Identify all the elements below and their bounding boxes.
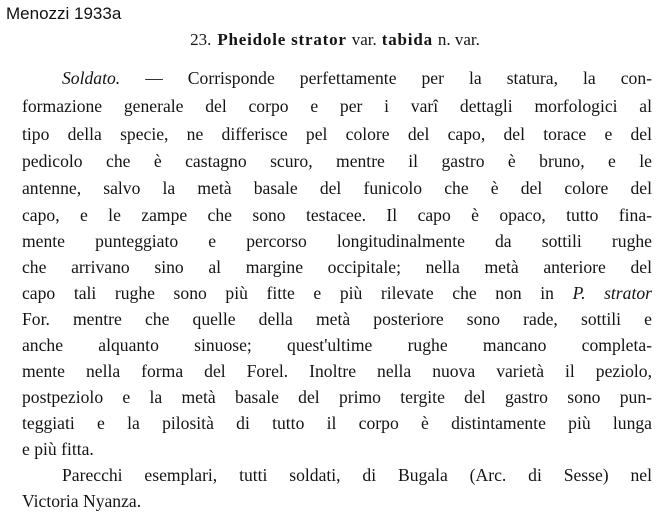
text-line: capo, e le zampe che sono testacee. Il capo è opaco, tutto fina-	[22, 205, 652, 225]
text-segment: capo tali rughe sono più fitte e più rilevate che non in	[22, 283, 554, 303]
text-line: pedicolo che è castagno scuro, mentre il gastro è bruno, e le	[22, 151, 652, 171]
text-line: Parecchi esemplari, tutti soldati, di Bugala (Arc. di Sesse) nel	[62, 465, 652, 485]
text-line	[22, 281, 652, 305]
variety-abbreviation: var.	[351, 30, 377, 49]
text-line: formazione generale del corpo e per i varî dettagli morfologici al	[22, 96, 652, 116]
text-segment: — Corrisponde perfettamente per la statura, la con-	[120, 68, 652, 88]
text-line: tipo della specie, ne differisce pel colore del capo, del torace e del	[22, 124, 652, 144]
source-label: Menozzi 1933a	[6, 4, 122, 23]
text-line: postpeziolo e la metà basale del primo tergite del gastro sono pun-	[22, 387, 652, 407]
species-heading	[0, 30, 670, 50]
caste-label: Soldato.	[62, 68, 121, 88]
variety-name: tabida	[381, 30, 433, 49]
species-number: 23.	[190, 30, 212, 49]
text-line: anche alquanto sinuose; quest'ultime rughe mancano completa-	[22, 335, 652, 355]
text-line: che arrivano sino al margine occipitale; nella metà anteriore del	[22, 257, 652, 277]
text-line	[22, 66, 652, 90]
species-reference: P. strator	[572, 283, 652, 303]
text-line: Victoria Nyanza.	[22, 491, 142, 511]
text-line: mente punteggiato e percorso longitudinalmente da sottili rughe	[22, 231, 652, 251]
novelty-status: n. var.	[437, 30, 480, 49]
text-line: teggiati e la pilosità di tutto il corpo è distintamente più lunga	[22, 413, 652, 433]
text-line: e più fitta.	[22, 439, 94, 459]
text-line: antenne, salvo la metà basale del funicolo che è del colore del	[22, 178, 652, 198]
text-line: mente nella forma del Forel. Inoltre nella nuova varietà il peziolo,	[22, 361, 652, 381]
text-line: For. mentre che quelle della metà posteriore sono rade, sottili e	[22, 309, 652, 329]
species-name: Pheidole strator	[217, 30, 347, 49]
